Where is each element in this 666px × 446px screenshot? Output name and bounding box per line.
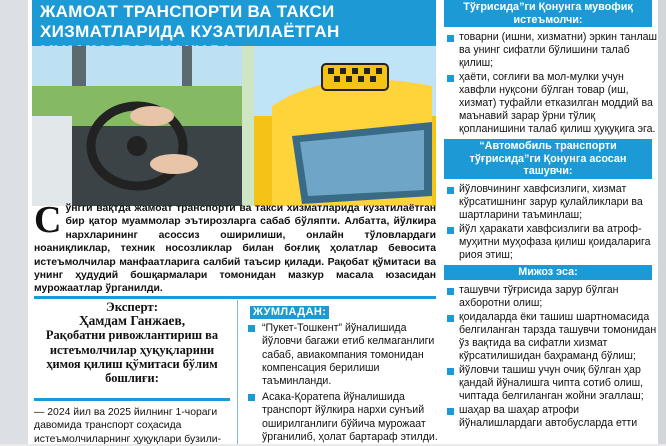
left-margin-strip — [0, 0, 28, 444]
list-item — [444, 31, 658, 70]
headline-line-2: ХИЗМАТЛАРИДА КУЗАТИЛАЁТГАН — [40, 22, 340, 41]
headline-line-1: ЖАМОАТ ТРАНСПОРТИ ВА ТАКСИ — [40, 2, 335, 21]
expert-box — [34, 300, 230, 385]
bullet-square-icon — [248, 325, 255, 332]
sidebar-header-consumer-rights: Тўғрисида”ги Қонунга мувофиқ истеъмолчи: — [444, 0, 652, 27]
list-item — [244, 322, 438, 388]
list-item-text: Асака-Қоратепа йўналишида транспорт йўлкира нархи сунъий оширилганлиги бўйича мурожаат ўрганилиб, ҳолат бартараф этилди. — [262, 391, 438, 443]
expert-label: Эксперт: — [106, 300, 158, 314]
expert-quote: — 2024 йил ва 2025 йилнинг 1-чораги давомида транспорт соҳасида истеъмолчиларнинг ҳуқуқлари бузили- — [34, 407, 222, 445]
expert-underline — [34, 398, 230, 401]
list-item-text: ташувчи тўғрисида зарур бўлган ахборотни олиш; — [459, 283, 619, 309]
list-item — [444, 71, 658, 136]
article-headline — [32, 0, 436, 46]
bullet-square-icon — [447, 187, 454, 194]
list-item-text: қоидаларда ёки ташиш шартномасида белгиланган тарзда ташувчи томонидан ўз вақтида ва сифатли хизмат кўрсатилишидан баҳраманд бўлиш; — [459, 310, 657, 362]
middle-column — [244, 306, 438, 444]
list-item-text: шаҳар ва шаҳар атрофи йўналишлардаги автобусларда етти — [459, 403, 638, 429]
lead-paragraph — [34, 199, 436, 296]
drop-cap: С — [34, 199, 62, 241]
right-column — [444, 0, 658, 444]
list-item — [244, 391, 438, 444]
list-item-text: ҳаёти, соғлиғи ва мол-мулки учун хавфли нуқсони бўлган товар (иш, хизмат) туфайли етказилган моддий ва маънавий зарар ўрни тўлиқ қопланишини талаб қилиш ҳуқуқига эга. — [459, 71, 656, 136]
list-item — [444, 404, 658, 430]
list-item — [444, 311, 658, 363]
lead-text: ўнгги вақтда жамоат транспорти ва такси хизматларида кузатилаётган бир қатор муаммолар эътирозларга сабаб бўляпти. Албатта, йўлкира нархларининг асоссиз оширилиши, онлайн тўловлардаги ноаниқликлар, техник носозликлар билан боғлиқ ҳолатлар бевосита истеъмолчилар манфаатларига салбий таъсир қилади. Рақобат қўмитаси ва унинг ҳудудий бошқармалари томонидан мазкур масала юзасидан мурожаатлар ўрганилди. — [34, 203, 436, 295]
list-item-text: “Пукет-Тошкент” йўналишида йўловчи багажи етиб келмаганлиги сабаб, авиакомпания томонидан компенсация берилиши таъминланди. — [262, 322, 435, 388]
column-rule — [237, 300, 238, 444]
list-item-text: йўл ҳаракати хавфсизлиги ва атроф-муҳитни муҳофаза қилиш қоидаларига риоя этиш; — [459, 222, 651, 261]
sidebar-header-client: Мижоз эса: — [444, 265, 652, 280]
list-item — [444, 183, 658, 222]
list-item — [444, 364, 658, 403]
bullet-square-icon — [447, 35, 454, 42]
section-divider — [34, 296, 436, 299]
bullet-square-icon — [447, 75, 454, 82]
list-item — [444, 284, 658, 310]
list-item-text: йўловчи ташиш учун очиқ бўлган ҳар қандай йўналишга чипта сотиб олиш, чиптада белгиланган жойни эгаллаш; — [459, 363, 644, 402]
list-item — [444, 223, 658, 262]
bullet-square-icon — [447, 368, 454, 375]
kicker-label: ЖУМЛАДАН: — [250, 306, 329, 319]
expert-position: Рақобатни ривожлантириш ва истеъмолчилар ҳуқуқларини ҳимоя қилиш қўмитаси бўлим бошлиғи: — [45, 328, 219, 386]
list-item-text: йўловчининг хавфсизлиги, хизмат кўрсатишнинг зарур қулайликлари ва шартларини таъминлаш; — [459, 182, 643, 221]
list-item-text: товарни (ишни, хизматни) эркин танлаш ва унинг сифатли бўлишини талаб қилиш; — [459, 31, 658, 70]
bullet-square-icon — [447, 315, 454, 322]
bullet-square-icon — [447, 227, 454, 234]
bullet-square-icon — [248, 394, 255, 401]
article-photo — [32, 46, 436, 206]
bullet-square-icon — [447, 408, 454, 415]
expert-name: Ҳамдам Ганжаев, — [78, 313, 186, 329]
sidebar-header-carrier: “Автомобиль транспорти тўғрисида”ги Қонунга асосан ташувчи: — [444, 139, 652, 179]
bullet-square-icon — [447, 288, 454, 295]
page-edge-shadow — [658, 0, 666, 444]
